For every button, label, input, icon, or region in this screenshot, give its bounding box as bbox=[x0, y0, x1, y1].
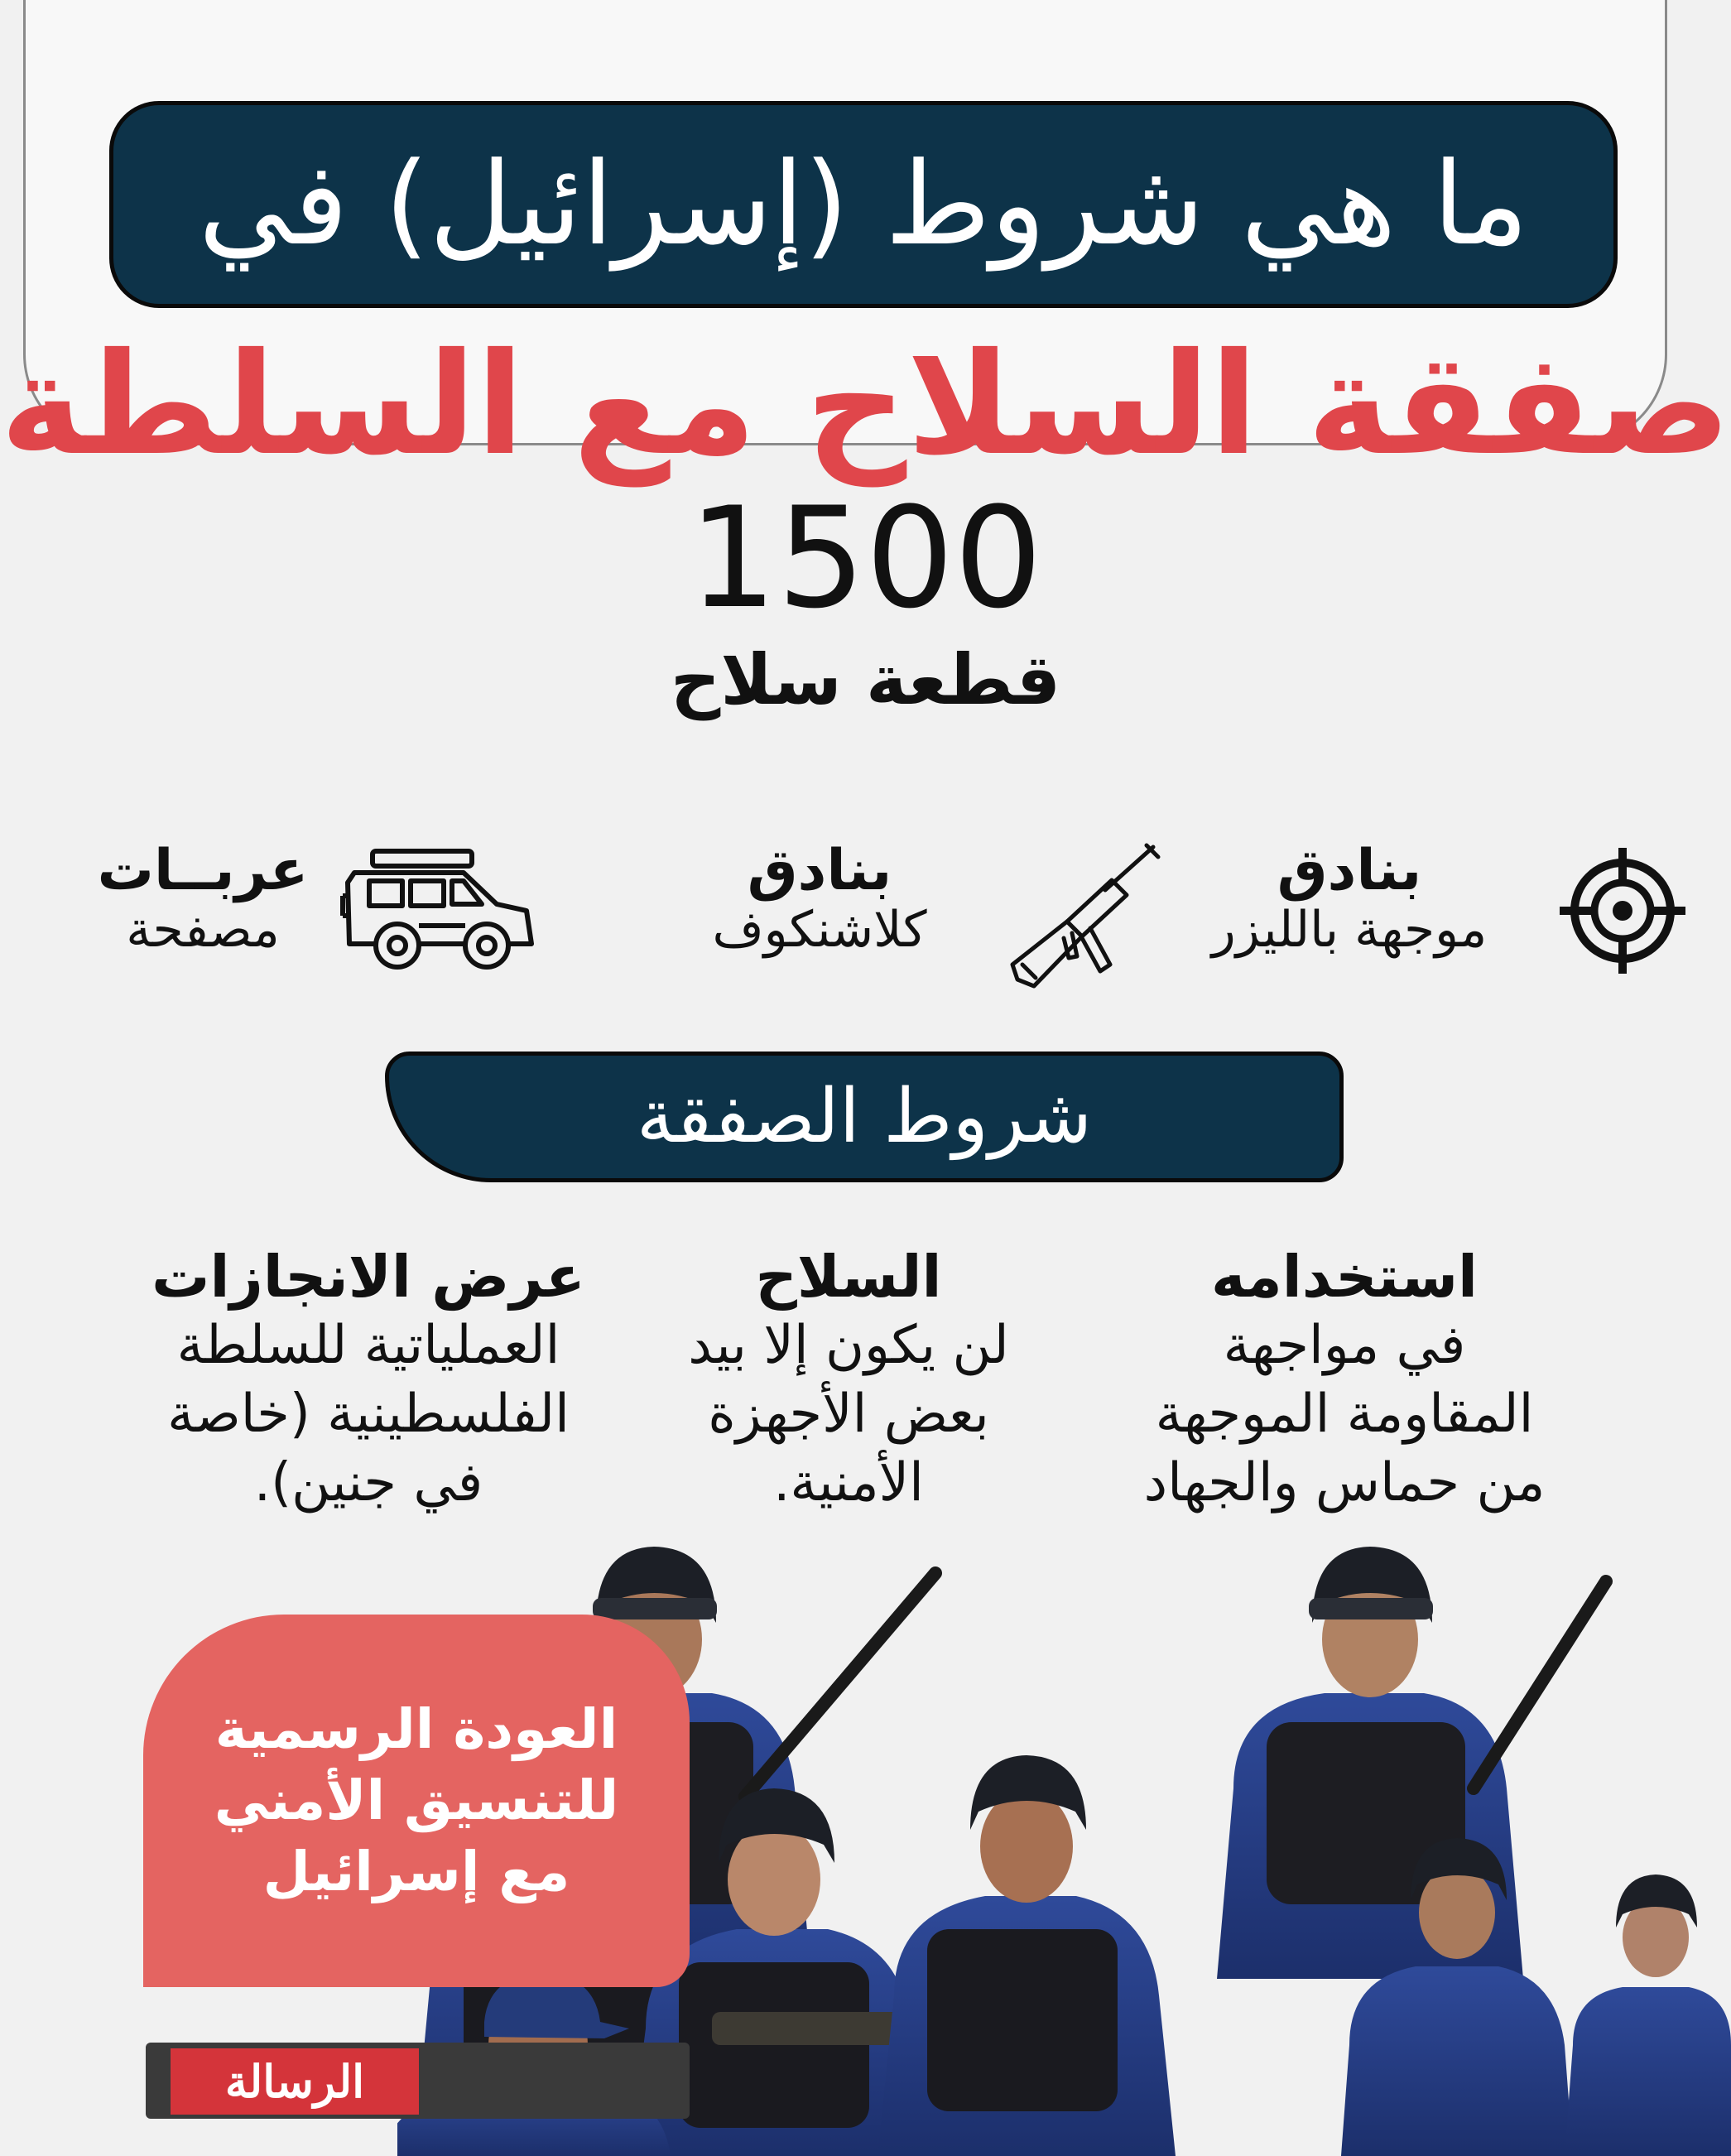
condition-line: المقاومة الموجهة bbox=[1155, 1384, 1534, 1446]
item-subtitle: مصفحة bbox=[126, 900, 280, 959]
section-banner bbox=[385, 1052, 1344, 1182]
condition-title: السلاح bbox=[755, 1243, 942, 1311]
condition-line: بعض الأجهزة bbox=[708, 1384, 989, 1446]
condition-line: العملياتية للسلطة bbox=[176, 1315, 560, 1376]
callout-box bbox=[143, 1615, 690, 1987]
page-subtitle: صفقة السلاح مع السلطة bbox=[0, 323, 1731, 487]
condition-line: من حماس والجهاد bbox=[1143, 1452, 1546, 1514]
item-laser-rifles bbox=[1184, 840, 1515, 957]
item-subtitle: كلاشنكوف bbox=[712, 900, 927, 959]
condition-line: لن يكون إلا بيد bbox=[688, 1315, 1009, 1376]
item-title: بنادق bbox=[1277, 838, 1422, 903]
condition-achievements bbox=[79, 1242, 658, 1518]
weapon-count-label: قطعة سلاح bbox=[670, 639, 1061, 720]
callout-line: للتنسيق الأمني bbox=[214, 1769, 619, 1833]
weapon-count: 1500 bbox=[688, 477, 1043, 639]
armored-vehicle-icon bbox=[339, 846, 542, 975]
crosshair-icon bbox=[1556, 845, 1689, 977]
brand-logo-text: الرسالة bbox=[224, 2055, 365, 2108]
condition-title: استخدامه bbox=[1210, 1243, 1479, 1311]
condition-line: الفلسطينية (خاصة bbox=[167, 1384, 570, 1446]
rifle-icon bbox=[1006, 840, 1163, 998]
condition-line: في جنين). bbox=[253, 1452, 483, 1514]
item-title: بنادق bbox=[747, 838, 892, 903]
condition-title: عرض الانجازات bbox=[151, 1243, 585, 1311]
condition-line: في مواجهة bbox=[1223, 1315, 1466, 1376]
section-title: شروط الصفقة bbox=[636, 1073, 1093, 1160]
item-title: عربــات bbox=[97, 838, 309, 903]
item-subtitle: موجهة بالليزر bbox=[1211, 900, 1488, 959]
callout-line: مع إسرائيل bbox=[262, 1839, 570, 1903]
title-banner bbox=[109, 101, 1618, 308]
condition-line: الأمنية. bbox=[773, 1452, 924, 1514]
page-title: ما هي شروط (إسرائيل) في bbox=[198, 137, 1529, 271]
callout-line: العودة الرسمية bbox=[214, 1697, 618, 1762]
condition-usage bbox=[1055, 1242, 1634, 1518]
item-kalashnikov bbox=[654, 840, 985, 957]
item-armored-vehicles bbox=[75, 840, 331, 957]
brand-logo bbox=[171, 2048, 419, 2115]
